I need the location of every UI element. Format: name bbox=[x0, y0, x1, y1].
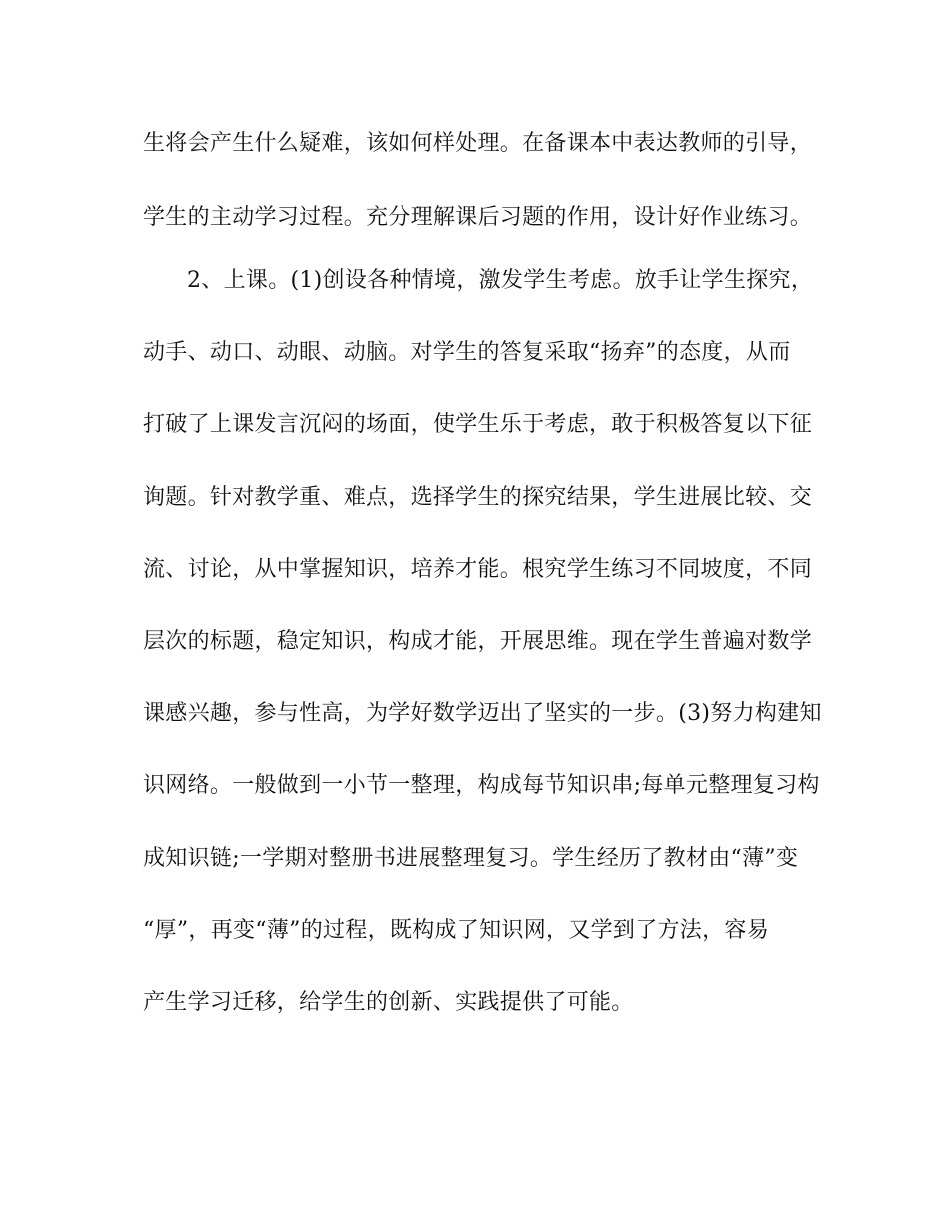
paragraph-line: 学生的主动学习过程。充分理解课后习题的作用，设计好作业练习。 bbox=[143, 205, 813, 230]
paragraph-line: 产生学习迁移，给学生的创新、实践提供了可能。 bbox=[143, 990, 634, 1015]
paragraph-line: “厚”，再变“薄”的过程，既构成了知识网，又学到了方法，容易 bbox=[143, 918, 769, 943]
paragraph-line: 流、讨论，从中掌握知识，培养才能。根究学生练习不同坡度，不同 bbox=[143, 557, 813, 582]
paragraph-line: 课感兴趣，参与性高，为学好数学迈出了坚实的一步。(3)努力构建知 bbox=[143, 701, 822, 726]
paragraph-line: 打破了上课发言沉闷的场面，使学生乐于考虑，敢于积极答复以下征 bbox=[143, 412, 813, 437]
paragraph-line: 层次的标题，稳定知识，构成才能，开展思维。现在学生普遍对数学 bbox=[143, 629, 813, 654]
paragraph-line: 成知识链;一学期对整册书进展整理复习。学生经历了教材由“薄”变 bbox=[143, 846, 799, 871]
paragraph-line: 询题。针对教学重、难点，选择学生的探究结果，学生进展比较、交 bbox=[143, 485, 813, 510]
paragraph-line: 2、上课。(1)创设各种情境，激发学生考虑。放手让学生探究， bbox=[187, 268, 814, 293]
paragraph-line: 识网络。一般做到一小节一整理，构成每节知识串;每单元整理复习构 bbox=[143, 773, 820, 798]
paragraph-line: 动手、动口、动眼、动脑。对学生的答复采取“扬弃”的态度，从而 bbox=[143, 340, 791, 365]
paragraph-line: 生将会产生什么疑难，该如何样处理。在备课本中表达教师的引导， bbox=[143, 131, 813, 156]
